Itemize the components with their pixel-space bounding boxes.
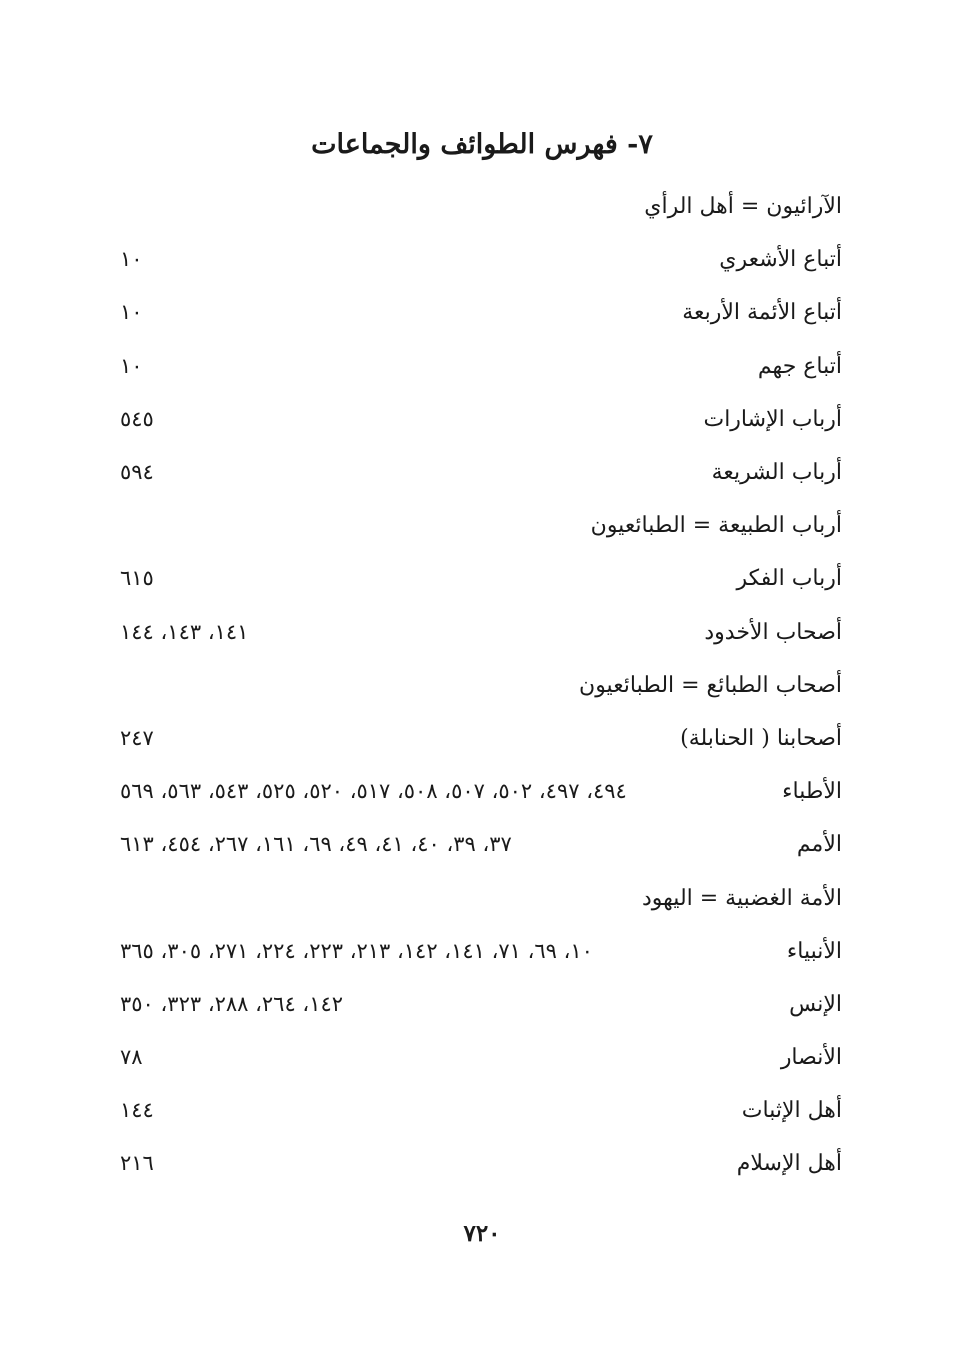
index-entry (120, 393, 842, 446)
entry-pages: ٥٤٥ (120, 406, 154, 431)
entry-term: أصحاب الطبائع = الطبائعيون (579, 672, 842, 698)
entry-term: الأنبياء (786, 938, 842, 964)
entry-term: الأمة الغضبية = اليهود (642, 885, 842, 911)
entry-term: أرباب الشريعة (711, 460, 842, 486)
entry-term: الإنس (789, 991, 842, 1017)
entry-pages: ٦١٥ (120, 566, 154, 591)
index-entry (120, 659, 842, 712)
entry-term: أتباع الأشعري (719, 247, 842, 273)
entry-pages: ١٠ (120, 353, 143, 378)
index-entry (120, 765, 842, 818)
index-entry (120, 978, 842, 1031)
index-entry (120, 712, 842, 765)
index-entry (120, 233, 842, 286)
index-entry (120, 180, 842, 233)
index-entry (120, 818, 842, 871)
index-list (120, 180, 842, 1191)
entry-term: أصحاب الأخدود (704, 619, 842, 645)
index-entry (120, 552, 842, 605)
index-entry (120, 446, 842, 499)
index-entry (120, 925, 842, 978)
entry-term: أصحابنا ( الحنابلة) (680, 725, 842, 751)
index-entry (120, 340, 842, 393)
entry-term: أهل الإسلام (736, 1151, 842, 1177)
page-number: ٧٢٠ (463, 1220, 501, 1247)
entry-term: أهل الإثبات (741, 1098, 842, 1124)
index-entry (120, 1084, 842, 1137)
entry-term: أرباب الإشارات (703, 406, 842, 432)
entry-term: الأنصار (780, 1045, 842, 1071)
entry-term: الأطباء (782, 779, 842, 805)
entry-pages: ٣٧، ٣٩، ٤٠، ٤١، ٤٩، ٦٩، ١٦١، ٢٦٧، ٤٥٤، ٦١٣ (120, 832, 512, 857)
index-entry (120, 499, 842, 552)
entry-pages: ١٤٤ (120, 1098, 154, 1123)
index-entry (120, 286, 842, 339)
entry-pages: ١٤٢، ٢٦٤، ٢٨٨، ٣٢٣، ٣٥٠ (120, 991, 344, 1016)
index-entry (120, 1031, 842, 1084)
entry-pages: ١٠ (120, 247, 143, 272)
entry-term: الآرائيون = أهل الرأي (644, 194, 842, 220)
entry-term: أتباع جهم (757, 353, 842, 379)
entry-pages: ٧٨ (120, 1045, 143, 1070)
entry-pages: ١٠، ٦٩، ٧١، ١٤١، ١٤٢، ٢١٣، ٢٢٣، ٢٢٤، ٢٧١، ٣٠٥، ٣٦٥ (120, 938, 593, 963)
entry-term: أرباب الطبيعة = الطبائعيون (590, 513, 842, 539)
entry-pages: ٢٤٧ (120, 725, 154, 750)
index-entry (120, 1137, 842, 1190)
entry-pages: ١٠ (120, 300, 143, 325)
index-entry (120, 606, 842, 659)
entry-pages: ٢١٦ (120, 1151, 154, 1176)
entry-pages: ٤٩٤، ٤٩٧، ٥٠٢، ٥٠٧، ٥٠٨، ٥١٧، ٥٢٠، ٥٢٥، ٥٤٣، ٥٦٣، ٥٦٩ (120, 779, 627, 804)
entry-term: أرباب الفكر (736, 566, 842, 592)
entry-term: الأمم (796, 832, 842, 858)
entry-pages: ١٤١، ١٤٣، ١٤٤ (120, 619, 249, 644)
entry-pages: ٥٩٤ (120, 460, 154, 485)
entry-term: أتباع الأئمة الأربعة (682, 300, 842, 326)
page-title: ٧- فهرس الطوائف والجماعات (311, 129, 653, 160)
index-entry (120, 871, 842, 924)
